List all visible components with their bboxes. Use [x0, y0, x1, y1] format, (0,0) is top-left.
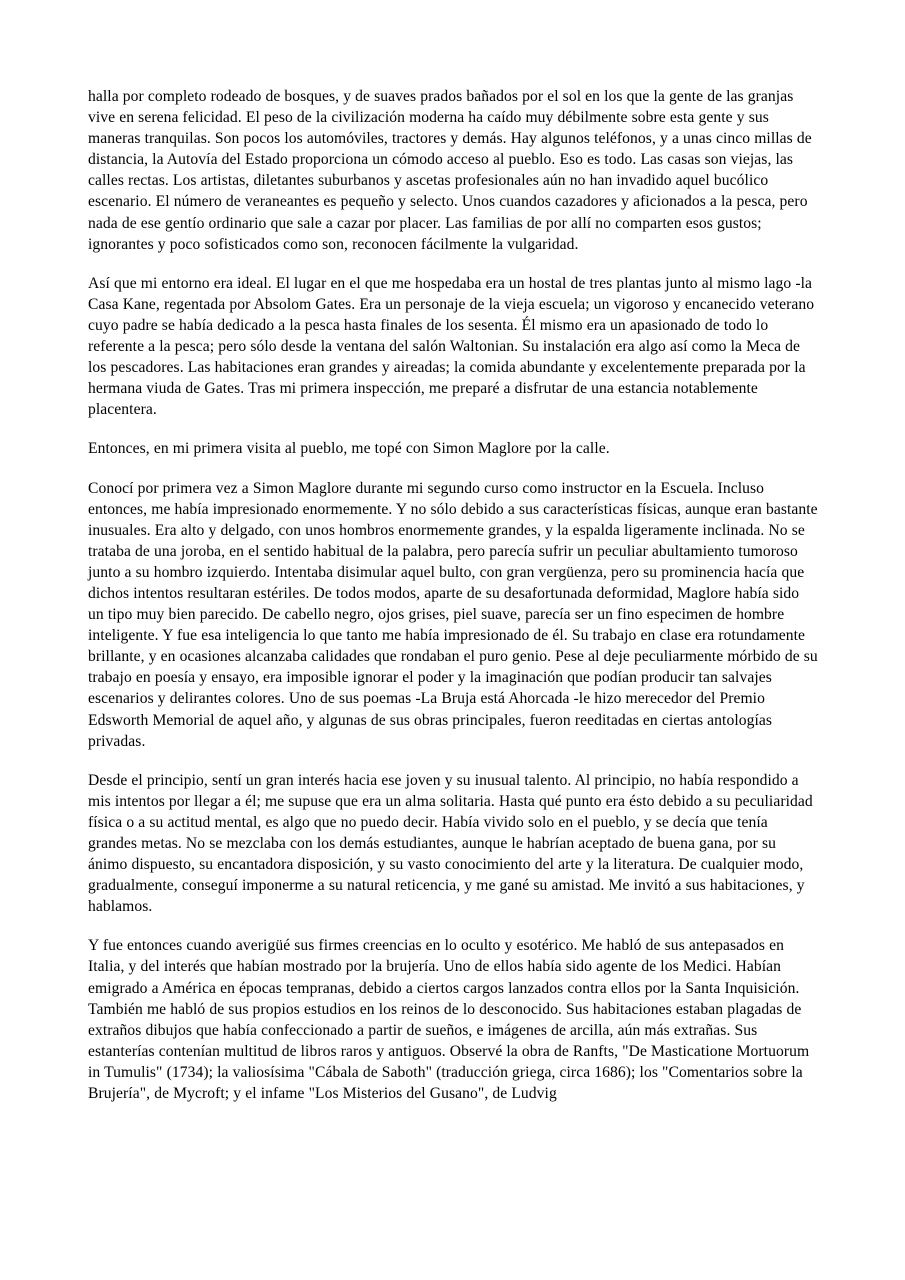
paragraph: Así que mi entorno era ideal. El lugar en el que me hospedaba era un hostal de tres plantas junto al mismo lago -la Casa Kane, regentada por Absolom Gates. Era un personaje de la vieja escuela; un vigoroso y encanecido veterano cuyo padre se había dedicado a la pesca hasta finales de los sesenta. Él mismo era un apasionado de todo lo referente a la pesca; pero sólo desde la ventana del salón Waltonian. Su instalación era algo así como la Meca de los pescadores. Las habitaciones eran grandes y aireadas; la comida abundante y excelentemente preparada por la hermana viuda de Gates. Tras mi primera inspección, me preparé a disfrutar de una estancia notablemente placentera.	[88, 274, 819, 419]
paragraph: Conocí por primera vez a Simon Maglore durante mi segundo curso como instructor en la Escuela. Incluso entonces, me había impresionado enormemente. Y no sólo debido a sus características físicas, aunque eran bastante inusuales. Era alto y delgado, con unos hombros enormemente grandes, y la espalda ligeramente inclinada. No se trataba de una joroba, en el sentido habitual de la palabra, pero parecía sufrir un peculiar abultamiento tumoroso junto a su hombro izquierdo. Intentaba disimular aquel bulto, con gran vergüenza, pero su prominencia hacía que dichos intentos resultaran estériles. De todos modos, aparte de su desafortunada deformidad, Maglore había sido un tipo muy bien parecido. De cabello negro, ojos grises, piel suave, parecía ser un fino especimen de hombre inteligente. Y fue esa inteligencia lo que tanto me había impresionado de él. Su trabajo en clase era rotundamente brillante, y en ocasiones alcanzaba calidades que rondaban el puro genio. Pese al deje peculiarmente mórbido de su trabajo en poesía y ensayo, era imposible ignorar el poder y la imaginación que podían producir tan salvajes escenarios y delirantes colores. Uno de sus poemas -La Bruja está Ahorcada -le hizo merecedor del Premio Edsworth Memorial de aquel año, y algunas de sus obras principales, fueron reeditadas en ciertas antologías privadas.	[88, 479, 822, 750]
paragraph: Y fue entonces cuando averigüé sus firmes creencias en lo oculto y esotérico. Me habló de sus antepasados en Italia, y del interés que habían mostrado por la brujería. Uno de ellos había sido agente de los Medici. Habían emigrado a América en épocas tempranas, debido a ciertos cargos lanzados contra ellos por la Santa Inquisición. También me habló de sus propios estudios en los reinos de lo desconocido. Sus habitaciones estaban plagadas de extraños dibujos que había confeccionado a partir de sueños, e imágenes de arcilla, aún más extrañas. Sus estanterías contenían multitud de libros raros y antiguos. Observé la obra de Ranfts, "De Masticatione Mortuorum in Tumulis" (1734); la valiosísima "Cábala de Saboth" (traducción griega, circa 1686); los "Comentarios sobre la Brujería", de Mycroft; y el infame "Los Misterios del Gusano", de Ludvig	[88, 937, 814, 1103]
paragraph: Desde el principio, sentí un gran interés hacia ese joven y su inusual talento. Al principio, no había respondido a mis intentos por llegar a él; me supuse que era un alma solitaria. Hasta qué punto era ésto debido a su peculiaridad física o a su actitud mental, es algo que no puedo decir. Había vivido solo en el pueblo, y se decía que tenía grandes metas. No se mezclaba con los demás estudiantes, aunque le habrían aceptado de buena gana, por su ánimo dispuesto, su encantadora disposición, y su vasto conocimiento del arte y la literatura. De cualquier modo, gradualmente, conseguí imponerme a su natural reticencia, y me gané su amistad. Me invitó a sus habitaciones, y hablamos.	[88, 771, 817, 916]
paragraph: Entonces, en mi primera visita al pueblo, me topé con Simon Maglore por la calle.	[88, 440, 610, 458]
paragraph: halla por completo rodeado de bosques, y de suaves prados bañados por el sol en los que la gente de las granjas vive en serena felicidad. El peso de la civilización moderna ha caído muy débilmente sobre esta gente y sus maneras tranquilas. Son pocos los automóviles, tractores y demás. Hay algunos teléfonos, y a unas cinco millas de distancia, la Autovía del Estado proporciona un cómodo acceso al pueblo. Eso es todo. Las casas son viejas, las calles rectas. Los artistas, diletantes suburbanos y ascetas profesionales aún no han invadido aquel bucólico escenario. El número de veraneantes es pequeño y selecto. Unos cuandos cazadores y aficionados a la pesca, pero nada de ese gentío ordinario que sale a cazar por placer. Las familias de por allí no comparten esos gustos; ignorantes y poco sofisticados como son, reconocen fácilmente la vulgaridad.	[88, 88, 816, 253]
document-text-body	[88, 86, 822, 1104]
